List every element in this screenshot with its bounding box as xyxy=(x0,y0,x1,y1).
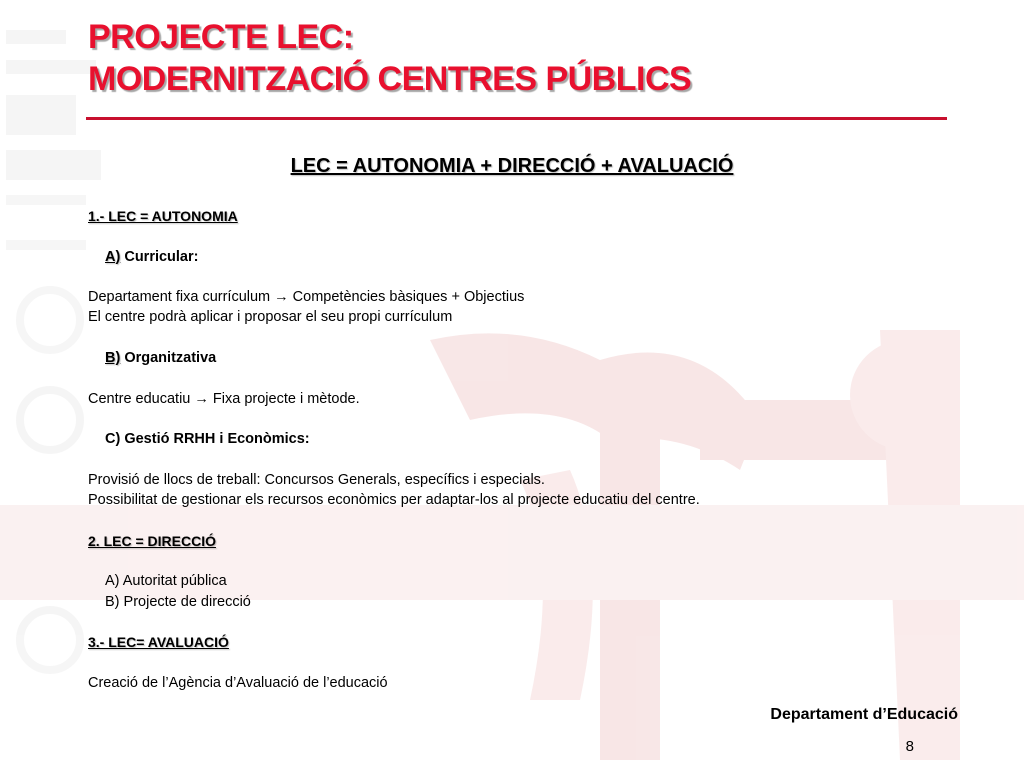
subsection-organitzativa xyxy=(88,348,968,368)
section-heading-direccio: 2. LEC = DIRECCIÓ xyxy=(88,532,216,549)
text-line: Creació de l’Agència d’Avaluació de l’educació xyxy=(88,674,388,691)
subsection-title-gestio: C) Gestió RRHH i Econòmics: xyxy=(105,431,310,448)
title-line-1: PROJECTE LEC: xyxy=(88,18,354,56)
slide-title xyxy=(88,16,691,100)
slide-body xyxy=(88,206,968,693)
slide-subtitle: LEC = AUTONOMIA + DIRECCIÓ + AVALUACIÓ xyxy=(290,155,734,177)
list-item: A) Autoritat pública xyxy=(105,573,227,590)
title-line-2: MODERNITZACIÓ CENTRES PÚBLICS xyxy=(88,60,692,98)
subsection-letter-b: B) xyxy=(105,350,121,367)
title-divider xyxy=(86,117,947,120)
text-line: Provisió de llocs de treball: Concursos Generals, específics i especials. xyxy=(88,471,545,488)
list-item: B) Projecte de direcció xyxy=(105,593,251,610)
section-heading-autonomia: 1.- LEC = AUTONOMIA xyxy=(88,208,238,224)
section-heading-avaluacio: 3.- LEC= AVALUACIÓ xyxy=(88,634,229,651)
text-line: Departament fixa currículum → Competències bàsiques + Objectius xyxy=(88,289,525,306)
text-line: El centre podrà aplicar i proposar el seu propi currículum xyxy=(88,309,453,326)
subsection-title-curricular: Curricular: xyxy=(124,248,199,265)
footer-department: Departament d’Educació xyxy=(770,706,958,723)
page-number: 8 xyxy=(905,738,914,755)
subsection-curricular xyxy=(88,247,968,267)
text-line: Centre educatiu → Fixa projecte i mètode. xyxy=(88,390,360,407)
subsection-letter-a: A) xyxy=(105,248,121,265)
text-line: Possibilitat de gestionar els recursos econòmics per adaptar-los al projecte educatiu del centre. xyxy=(88,492,700,509)
subsection-title-organitzativa: Organitzativa xyxy=(124,350,217,367)
